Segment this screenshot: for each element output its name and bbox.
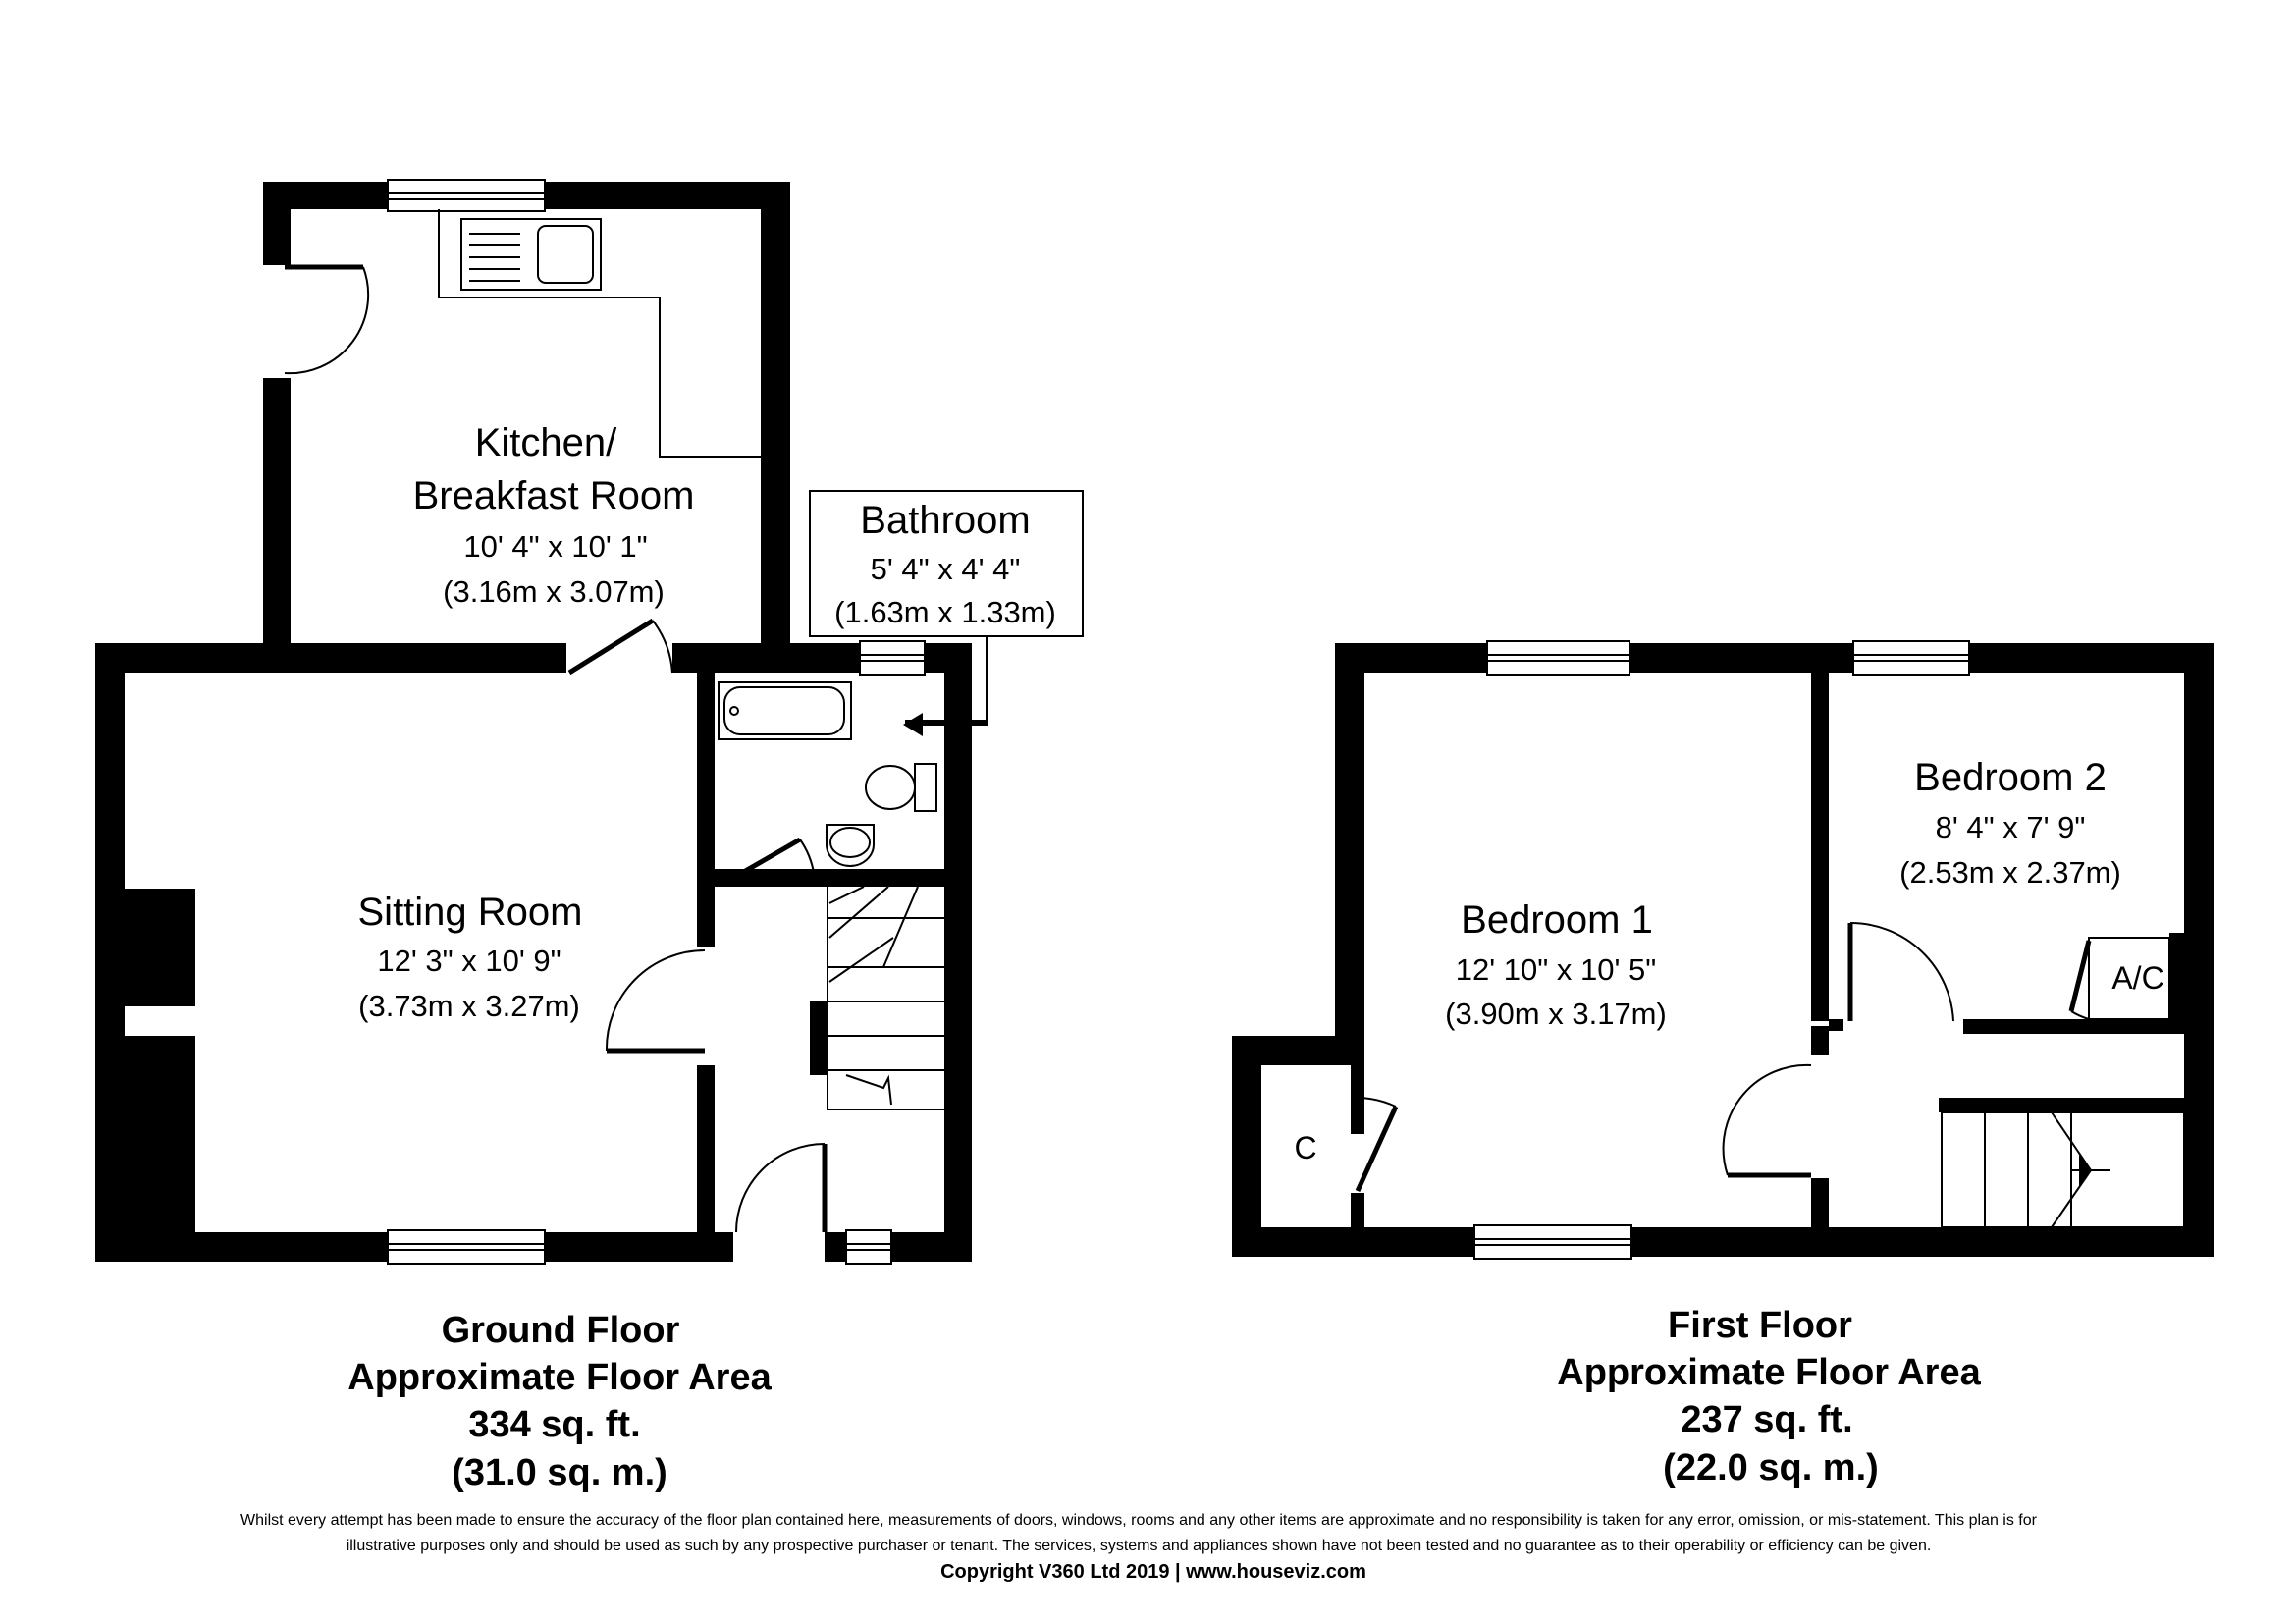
disclaimer-line-1: Whilst every attempt has been made to ensure the accuracy of the floor plan contained here, measurements of doors, windows, rooms and any other items are approximate and no responsibility is taken for any error, omission, or mis-statement. This plan is for — [240, 1512, 2037, 1529]
sitting-room-dim-imperial: 12' 3" x 10' 9" — [377, 944, 561, 978]
kitchen-window — [388, 180, 545, 211]
first-floor-area-sqft: 237 sq. ft. — [1681, 1399, 1853, 1440]
bathroom-name: Bathroom — [860, 499, 1031, 542]
bedroom1-window-bottom — [1474, 1225, 1631, 1259]
first-floor-plan — [1232, 641, 2214, 1488]
bedroom2-door — [1850, 923, 1953, 1021]
first-floor-title: First Floor — [1668, 1305, 1852, 1346]
ground-floor-area-sqm: (31.0 sq. m.) — [452, 1452, 667, 1493]
ground-floor-area-sqft: 334 sq. ft. — [468, 1404, 641, 1445]
cupboard-label: C — [1294, 1130, 1317, 1165]
bedroom1-dim-imperial: 12' 10" x 10' 5" — [1455, 952, 1657, 987]
ground-floor-area-label: Approximate Floor Area — [347, 1357, 772, 1398]
kitchen-door — [569, 621, 672, 673]
bedroom1-window-top — [1487, 641, 1629, 675]
ground-floor-plan — [95, 180, 1083, 1493]
bedroom1-door — [1724, 1065, 1811, 1175]
copyright: Copyright V360 Ltd 2019 | www.houseviz.com — [940, 1561, 1366, 1583]
bedroom2-dim-metric: (2.53m x 2.37m) — [1899, 855, 2121, 890]
sitting-room-name: Sitting Room — [357, 891, 583, 934]
sitting-room-window — [388, 1230, 545, 1264]
bathroom-window — [860, 641, 925, 675]
first-floor-stairs — [1942, 1112, 2184, 1227]
hall-window — [846, 1230, 891, 1264]
front-door — [736, 1144, 825, 1232]
bath-icon — [719, 682, 851, 739]
sitting-room-door — [607, 950, 705, 1051]
bathroom-dim-metric: (1.63m x 1.33m) — [834, 595, 1056, 629]
toilet-icon — [866, 764, 936, 811]
kitchen-dim-imperial: 10' 4" x 10' 1" — [463, 529, 648, 564]
airing-cupboard-label: A/C — [2111, 960, 2164, 996]
first-floor-area-sqm: (22.0 sq. m.) — [1663, 1447, 1879, 1488]
kitchen-dim-metric: (3.16m x 3.07m) — [443, 574, 665, 609]
kitchen-name-line1: Kitchen/ — [474, 421, 617, 464]
bedroom1-name: Bedroom 1 — [1461, 898, 1653, 942]
bedroom1-dim-metric: (3.90m x 3.17m) — [1445, 997, 1667, 1031]
bedroom2-name: Bedroom 2 — [1914, 756, 2107, 799]
first-floor-area-label: Approximate Floor Area — [1557, 1352, 1981, 1393]
bedroom2-dim-imperial: 8' 4" x 7' 9" — [1935, 810, 2086, 844]
disclaimer-line-2: illustrative purposes only and should be used as such by any prospective purchaser or tenant. The services, systems and appliances shown have not been tested and no guarantee as to their operability or efficiency can be given. — [346, 1538, 1932, 1554]
footer — [240, 1512, 2038, 1583]
sitting-room-dim-metric: (3.73m x 3.27m) — [358, 989, 580, 1023]
first-floor-walls — [1232, 643, 2214, 1257]
ground-floor-stairs — [828, 887, 944, 1109]
basin-icon — [827, 825, 874, 866]
kitchen-back-door — [285, 267, 368, 373]
bathroom-dim-imperial: 5' 4" x 4' 4" — [870, 552, 1021, 586]
kitchen-name-line2: Breakfast Room — [412, 474, 695, 517]
bedroom2-window — [1853, 641, 1969, 675]
ground-floor-title: Ground Floor — [441, 1310, 680, 1351]
kitchen-worktop — [439, 209, 761, 457]
